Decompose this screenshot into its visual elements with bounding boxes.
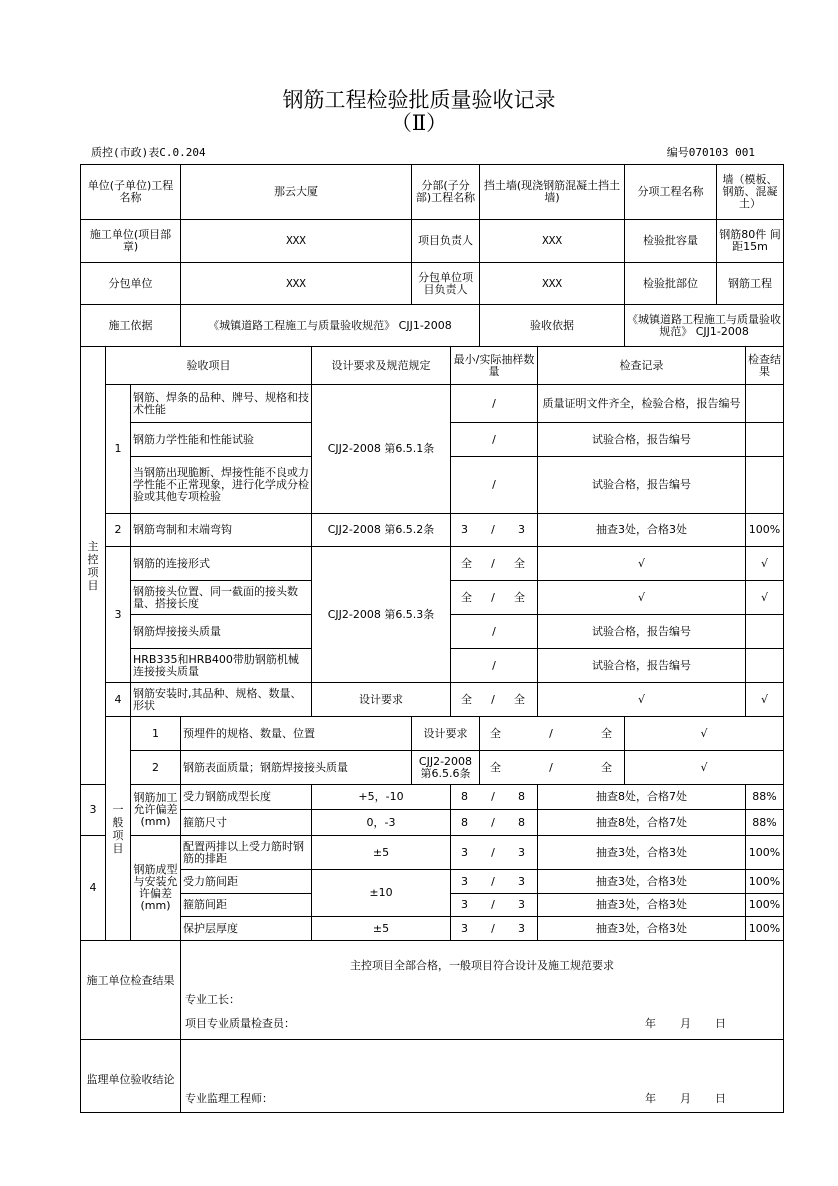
supervisor-label: 监理单位验收结论	[81, 1040, 181, 1113]
general-design-1: 设计要求	[412, 717, 480, 751]
general-design-3a: +5，-10	[312, 785, 451, 810]
main-sample-1: /	[451, 385, 538, 423]
col-sample-header: 最小/实际抽样数量	[451, 347, 538, 385]
main-record-8: 试验合格，报告编号	[538, 649, 746, 683]
main-sample-3: /	[451, 457, 538, 514]
basis-value: 《城镇道路工程施工与质量验收规范》 CJJ1-2008	[181, 305, 480, 347]
main-item-3: 当钢筋出现脆断、焊接性能不良或力学性能不正常现象，进行化学成分检验或其他专项检验	[131, 457, 312, 514]
main-item-1: 钢筋、焊条的品种、牌号、规格和技术性能	[131, 385, 312, 423]
capacity-value: 钢筋80件 间距15m	[717, 220, 784, 263]
main-item-7: 钢筋焊接接头质量	[131, 615, 312, 649]
main-record-3: 试验合格，报告编号	[538, 457, 746, 514]
contractor-check-label: 施工单位检查结果	[81, 941, 181, 1040]
contractor-label: 施工单位(项目部章)	[81, 220, 181, 263]
general-record-4b: 抽查3处，合格3处	[538, 870, 746, 894]
general-result-4a: 100%	[746, 836, 784, 870]
general-sample-4b: 3 / 3	[451, 870, 538, 894]
main-section-label: 主控项目	[81, 347, 106, 785]
main-index-2: 2	[106, 514, 131, 547]
contractor-conclusion: 主控项目全部合格，一般项目符合设计及施工规范要求	[350, 959, 615, 972]
sub-pm-value: XXX	[480, 263, 625, 305]
main-record-7: 试验合格，报告编号	[538, 615, 746, 649]
main-record-6: √	[538, 581, 746, 615]
main-result-5: √	[746, 547, 784, 581]
general-design-4bc: ±10	[312, 870, 451, 917]
main-record-2: 试验合格，报告编号	[538, 423, 746, 457]
general-record-3a: 抽查8处，合格7处	[538, 785, 746, 810]
general-design-2: CJJ2-2008 第6.5.6条	[412, 751, 480, 785]
subpart-value: 挡土墙(现浇钢筋混凝土挡土墙)	[480, 165, 625, 220]
general-group-4: 钢筋成型与安装允许偏差(mm)	[131, 836, 181, 941]
page-title: 钢筋工程检验批质量验收记录	[282, 88, 556, 112]
basis-label: 施工依据	[81, 305, 181, 347]
general-result-3b: 88%	[746, 810, 784, 836]
main-item-6: 钢筋接头位置、同一截面的接头数量、搭接长度	[131, 581, 312, 615]
main-item-8: HRB335和HRB400带肋钢筋机械连接接头质量	[131, 649, 312, 683]
main-index-3: 3	[106, 547, 131, 683]
general-sample-3b: 8 / 8	[451, 810, 538, 836]
pm-value: XXX	[480, 220, 625, 263]
col-item-header: 验收项目	[106, 347, 312, 385]
main-item-2: 钢筋力学性能和性能试验	[131, 423, 312, 457]
general-sample-4d: 3 / 3	[451, 917, 538, 941]
main-sample-4: 3 / 3	[451, 514, 538, 547]
main-result-1	[746, 385, 784, 423]
general-design-4a: ±5	[312, 836, 451, 870]
sub-pm-label: 分包单位项目负责人	[412, 263, 480, 305]
main-item-9: 钢筋安装时,其品种、规格、数量、形状	[131, 683, 312, 717]
main-record-5: √	[538, 547, 746, 581]
general-design-3b: 0，-3	[312, 810, 451, 836]
main-sample-5: 全 / 全	[451, 547, 538, 581]
main-result-8	[746, 649, 784, 683]
general-record-3b: 抽查8处，合格7处	[538, 810, 746, 836]
main-result-6: √	[746, 581, 784, 615]
main-sample-8: /	[451, 649, 538, 683]
general-index-4: 4	[81, 836, 106, 941]
general-section-label: 一般项目	[106, 717, 131, 941]
main-item-5: 钢筋的连接形式	[131, 547, 312, 581]
general-index-1: 1	[131, 717, 181, 751]
supervisor-date: 年 月 日	[645, 1092, 726, 1105]
acceptance-record-table	[80, 164, 784, 1113]
main-index-4: 4	[106, 683, 131, 717]
general-record-2: √	[625, 751, 784, 785]
foreman-label: 专业工长：	[185, 993, 240, 1006]
main-design-3: CJJ2-2008 第6.5.3条	[312, 547, 451, 683]
general-group-3: 钢筋加工允许偏差(mm)	[131, 785, 181, 836]
general-item-3b: 箍筋尺寸	[181, 810, 312, 836]
main-design-2: CJJ2-2008 第6.5.2条	[312, 514, 451, 547]
contractor-check-block	[181, 941, 784, 1040]
item-value: 墙（模板、钢筋、混凝土）	[717, 165, 784, 220]
general-index-2: 2	[131, 751, 181, 785]
serial-number: 编号070103 001	[666, 146, 755, 159]
general-sample-2: 全 / 全	[480, 751, 625, 785]
capacity-label: 检验批容量	[625, 220, 717, 263]
general-item-2: 钢筋表面质量；钢筋焊接接头质量	[181, 751, 412, 785]
general-record-4d: 抽查3处，合格3处	[538, 917, 746, 941]
general-result-4d: 100%	[746, 917, 784, 941]
col-record-header: 检查记录	[538, 347, 746, 385]
main-sample-2: /	[451, 423, 538, 457]
main-record-4: 抽查3处，合格3处	[538, 514, 746, 547]
main-result-4: 100%	[746, 514, 784, 547]
general-design-4d: ±5	[312, 917, 451, 941]
main-design-1: CJJ2-2008 第6.5.1条	[312, 385, 451, 514]
location-label: 检验批部位	[625, 263, 717, 305]
contractor-date: 年 月 日	[645, 1017, 726, 1030]
unit-label: 单位(子单位)工程名称	[81, 165, 181, 220]
engineer-label: 专业监理工程师：	[185, 1092, 273, 1105]
main-index-1: 1	[106, 385, 131, 514]
main-record-9: √	[538, 683, 746, 717]
general-record-4a: 抽查3处，合格3处	[538, 836, 746, 870]
main-result-2	[746, 423, 784, 457]
general-sample-4a: 3 / 3	[451, 836, 538, 870]
pm-label: 项目负责人	[412, 220, 480, 263]
general-result-3a: 88%	[746, 785, 784, 810]
accept-basis-label: 验收依据	[480, 305, 625, 347]
general-sample-3a: 8 / 8	[451, 785, 538, 810]
supervisor-block	[181, 1040, 784, 1113]
general-record-1: √	[625, 717, 784, 751]
general-item-4b: 受力筋间距	[181, 870, 312, 894]
main-design-4: 设计要求	[312, 683, 451, 717]
subpart-label: 分部(子分部)工程名称	[412, 165, 480, 220]
general-record-4c: 抽查3处，合格3处	[538, 894, 746, 917]
general-item-4a: 配置两排以上受力筋时钢筋的排距	[181, 836, 312, 870]
form-code: 质控(市政)表C.0.204	[91, 146, 206, 159]
main-sample-9: 全 / 全	[451, 683, 538, 717]
general-item-4d: 保护层厚度	[181, 917, 312, 941]
main-sample-7: /	[451, 615, 538, 649]
main-result-9: √	[746, 683, 784, 717]
sub-label: 分包单位	[81, 263, 181, 305]
main-record-1: 质量证明文件齐全，检验合格，报告编号	[538, 385, 746, 423]
main-result-7	[746, 615, 784, 649]
page-subtitle: （Ⅱ）	[390, 111, 448, 135]
col-design-header: 设计要求及规范规定	[312, 347, 451, 385]
general-result-4c: 100%	[746, 894, 784, 917]
main-sample-6: 全 / 全	[451, 581, 538, 615]
accept-basis-value: 《城镇道路工程施工与质量验收规范》 CJJ1-2008	[625, 305, 784, 347]
general-item-3a: 受力钢筋成型长度	[181, 785, 312, 810]
contractor-value: XXX	[181, 220, 412, 263]
item-label: 分项工程名称	[625, 165, 717, 220]
general-index-3: 3	[81, 785, 106, 836]
inspector-label: 项目专业质量检查员：	[185, 1017, 295, 1030]
general-item-1: 预埋件的规格、数量、位置	[181, 717, 412, 751]
general-sample-1: 全 / 全	[480, 717, 625, 751]
main-item-4: 钢筋弯制和末端弯钩	[131, 514, 312, 547]
sub-value: XXX	[181, 263, 412, 305]
main-result-3	[746, 457, 784, 514]
unit-value: 那云大厦	[181, 165, 412, 220]
location-value: 钢筋工程	[717, 263, 784, 305]
general-result-4b: 100%	[746, 870, 784, 894]
general-item-4c: 箍筋间距	[181, 894, 312, 917]
general-sample-4c: 3 / 3	[451, 894, 538, 917]
col-result-header: 检查结果	[746, 347, 784, 385]
